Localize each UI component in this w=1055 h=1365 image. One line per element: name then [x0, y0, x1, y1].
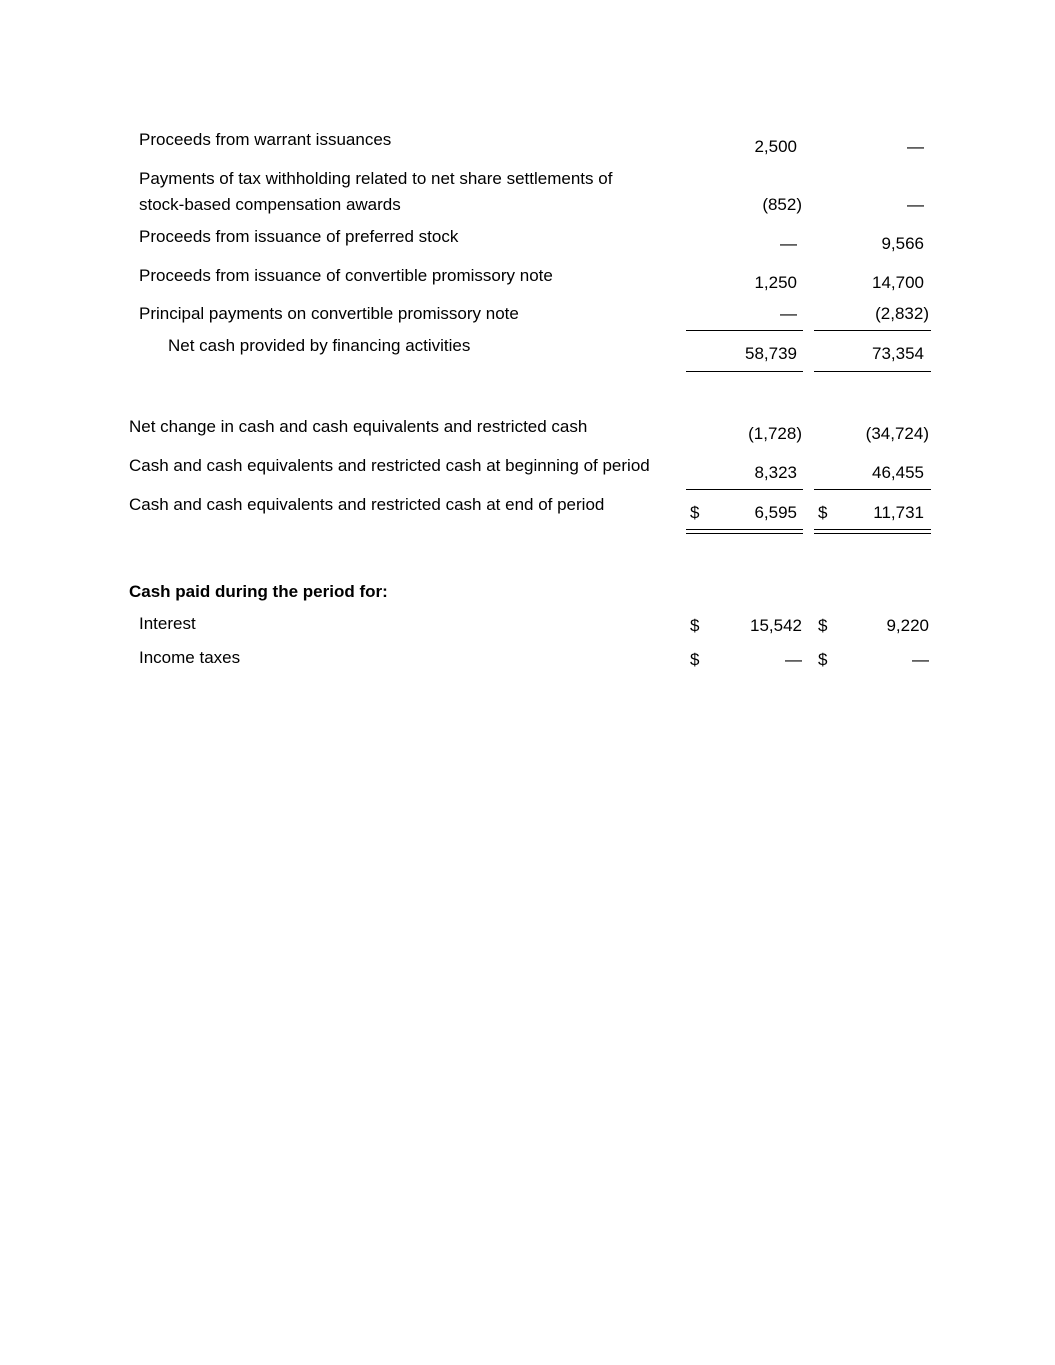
value-col1: — — [780, 234, 797, 253]
row-label: Cash and cash equivalents and restricted cash at end of period — [129, 495, 605, 514]
subtotal-rule-col2 — [814, 330, 931, 331]
row-income-taxes — [0, 645, 1055, 671]
value-col2: 46,455 — [872, 463, 924, 482]
value-col1: 6,595 — [754, 503, 797, 522]
section-heading-cash-paid — [0, 579, 1055, 605]
double-rule-col1 — [686, 529, 803, 534]
value-col2: 9,566 — [881, 234, 924, 253]
total-rule-col2 — [814, 371, 931, 372]
subtotal-rule-col1 — [686, 489, 803, 490]
row-label: Proceeds from issuance of preferred stock — [139, 227, 459, 246]
value-col2: 14,700 — [872, 273, 924, 292]
value-col2: — — [907, 195, 924, 214]
double-rule-col2 — [814, 529, 931, 534]
row-cash-beginning — [0, 453, 1055, 482]
section-heading: Cash paid during the period for: — [129, 582, 388, 601]
value-col2: — — [912, 650, 929, 669]
row-label: Proceeds from warrant issuances — [139, 130, 392, 149]
value-col2: 9,220 — [886, 616, 929, 635]
value-col1: 58,739 — [745, 344, 797, 363]
row-tax-withholding-cont — [0, 192, 1055, 218]
subtotal-rule-col2 — [814, 489, 931, 490]
value-col1: — — [785, 650, 802, 669]
row-convertible-principal — [0, 301, 1055, 327]
row-interest — [0, 611, 1055, 637]
value-col2: 11,731 — [873, 503, 924, 522]
row-convertible-issuance — [0, 263, 1055, 292]
value-col2: (34,724) — [865, 424, 929, 443]
row-net-change-cash — [0, 414, 1055, 443]
value-col1: 2,500 — [754, 137, 797, 156]
value-col1: (1,728) — [748, 424, 802, 443]
currency-symbol-col2: $ — [818, 503, 828, 522]
row-label: Net change in cash and cash equivalents and restricted cash — [129, 417, 588, 436]
value-col2: — — [907, 137, 924, 156]
row-label: Income taxes — [139, 648, 241, 667]
row-label: Proceeds from issuance of convertible promissory note — [139, 266, 553, 285]
total-rule-col1 — [686, 371, 803, 372]
row-label-line1: Payments of tax withholding related to net share settlements of — [139, 169, 613, 188]
row-cash-end — [0, 492, 1055, 522]
value-col1: 8,323 — [754, 463, 797, 482]
row-warrant-issuances — [0, 127, 1055, 156]
value-col2: (2,832) — [875, 304, 929, 323]
row-label-line2: stock-based compensation awards — [139, 195, 401, 214]
value-col1: (852) — [762, 195, 802, 214]
subtotal-rule-col1 — [686, 330, 803, 331]
currency-symbol-col1: $ — [690, 503, 700, 522]
value-col1: 15,542 — [750, 616, 802, 635]
value-col1: 1,250 — [754, 273, 797, 292]
row-preferred-stock — [0, 224, 1055, 253]
row-label: Net cash provided by financing activities — [168, 336, 471, 355]
value-col1: — — [780, 304, 797, 323]
value-col2: 73,354 — [872, 344, 924, 363]
row-tax-withholding — [0, 166, 1055, 192]
row-label: Cash and cash equivalents and restricted cash at beginning of period — [129, 456, 650, 475]
row-label: Interest — [139, 614, 196, 633]
currency-symbol-col1: $ — [690, 650, 700, 669]
currency-symbol-col2: $ — [818, 616, 828, 635]
row-label: Principal payments on convertible promissory note — [139, 304, 519, 323]
row-net-financing — [0, 333, 1055, 363]
currency-symbol-col2: $ — [818, 650, 828, 669]
currency-symbol-col1: $ — [690, 616, 700, 635]
